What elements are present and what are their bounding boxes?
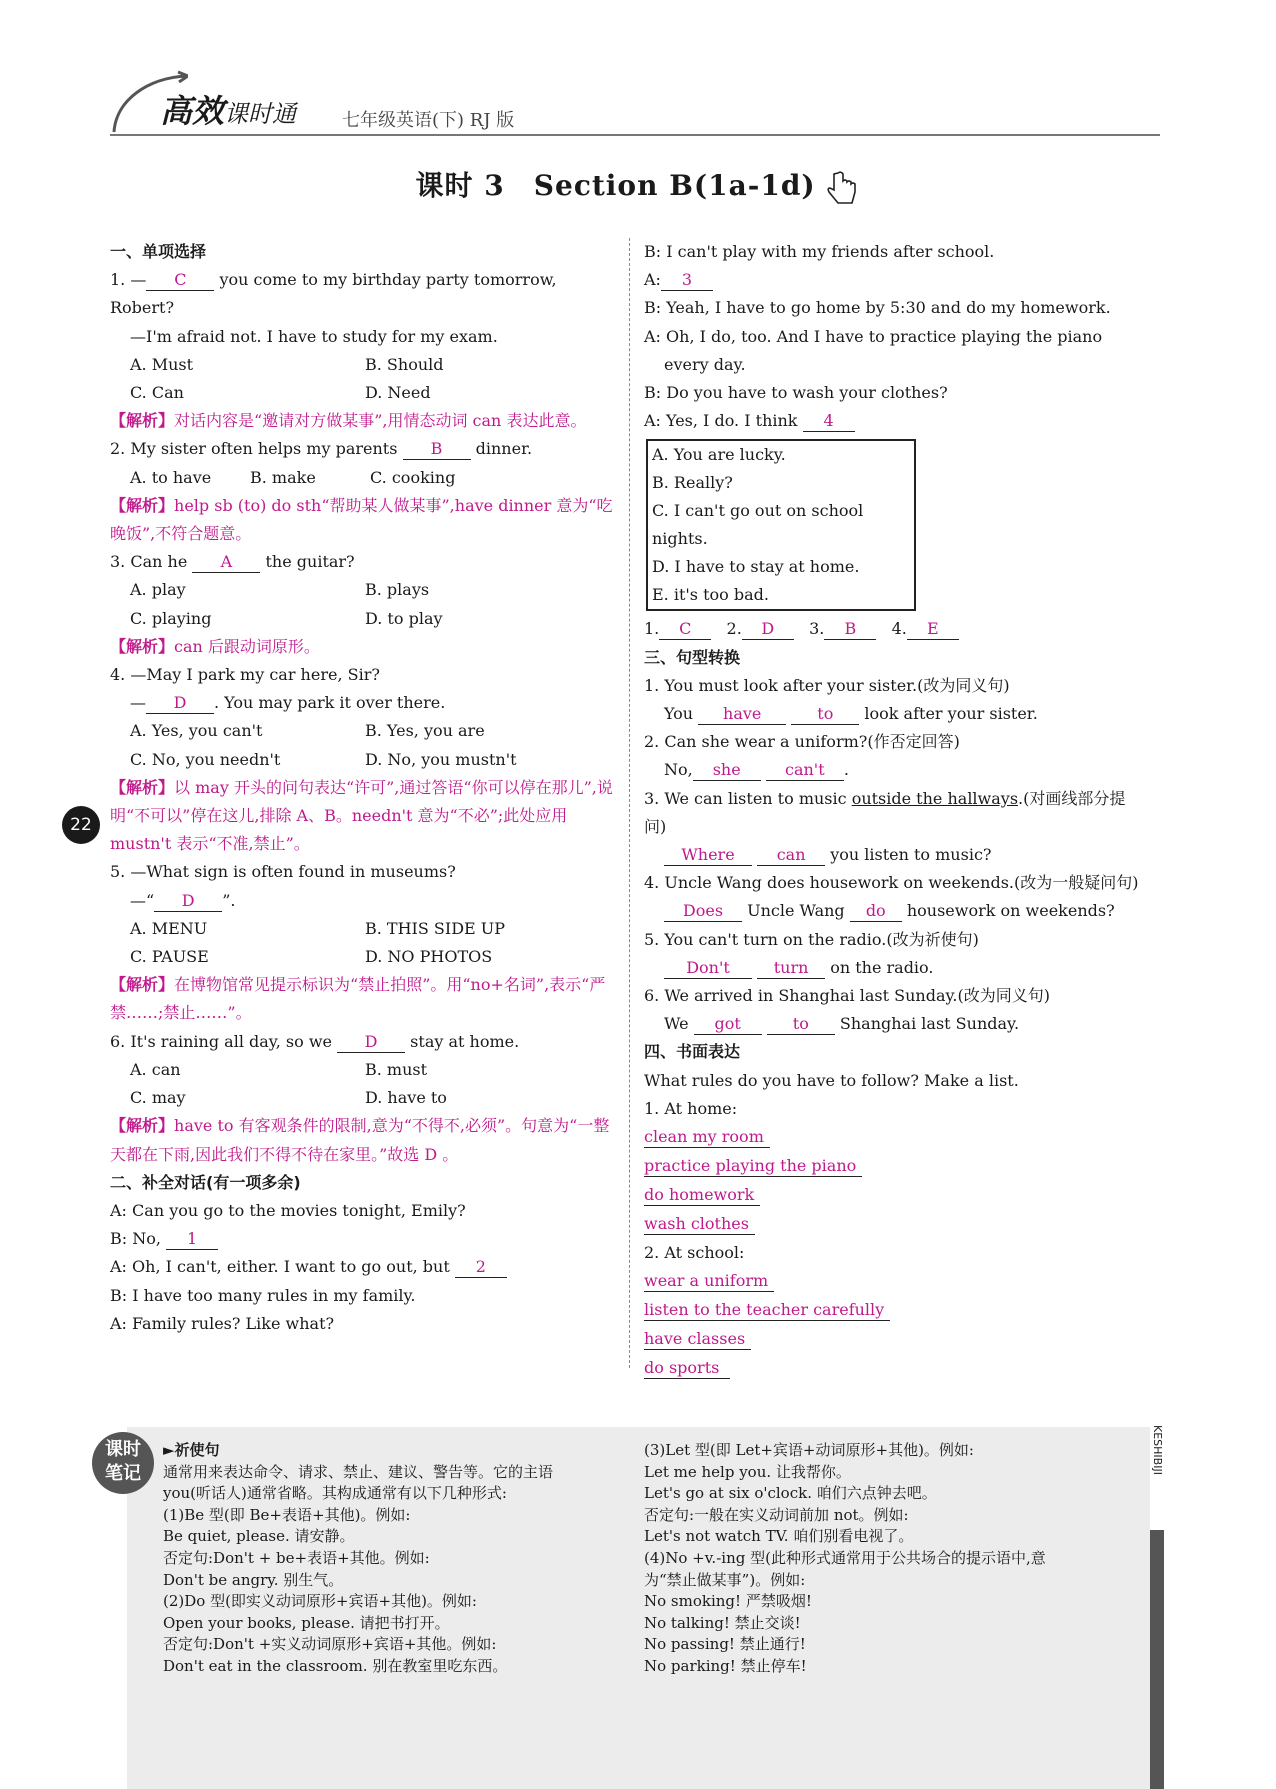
transform-question: 6. We arrived in Shanghai last Sunday.(改为同义句)	[644, 986, 1050, 1006]
dialogue-line: A: Family rules? Like what?	[110, 1313, 335, 1333]
school-label: 2. At school:	[644, 1243, 745, 1263]
school-rule: have classes	[644, 1329, 751, 1350]
notes-line: No smoking! 严禁吸烟!	[644, 1592, 812, 1611]
notes-line: 否定句:Don't + be+表语+其他。例如:	[163, 1548, 430, 1567]
notes-line: you(听话人)通常省略。其构成通常有以下几种形式:	[163, 1484, 507, 1503]
notes-line: (3)Let 型(即 Let+宾语+动词原形+其他)。例如:	[644, 1441, 974, 1459]
options: A. can B. must	[130, 1059, 428, 1079]
transform-answer: No, she can't .	[664, 760, 849, 780]
page-number: 22	[62, 806, 100, 844]
dialogue-line: A: Oh, I do, too. And I have to practice playing the piano	[644, 326, 1103, 346]
dialogue-line: B: No, 1	[110, 1225, 615, 1253]
section-heading-3: 三、句型转换	[644, 647, 741, 667]
notes-line: (4)No +v.-ing 型(此种形式通常用于公共场合的提示语中,意	[644, 1548, 1046, 1567]
notes-title: ►祈使句	[163, 1441, 220, 1459]
options: A. to have B. make C. cooking	[130, 467, 456, 487]
transform-answer: Don't turn on the radio.	[644, 954, 1146, 982]
question-2: 2. My sister often helps my parents B dinner.	[110, 439, 533, 459]
notes-line: 否定句:Don't +实义动词原形+宾语+其他。例如:	[163, 1635, 497, 1654]
box-option: B. Really?	[652, 473, 733, 493]
options-box	[646, 439, 916, 611]
notes-line: Don't eat in the classroom. 别在教室里吃东西。	[163, 1656, 508, 1675]
notes-line: Open your books, please. 请把书打开。	[163, 1613, 450, 1632]
question-4: 4. —May I park my car here, Sir?	[110, 665, 380, 685]
transform-answer: You have to look after your sister.	[664, 704, 1038, 724]
options: A. MENU B. THIS SIDE UP	[130, 918, 506, 938]
explanation: 【解析】对话内容是“邀请对方做某事”,用情态动词 can 表达此意。	[110, 411, 587, 431]
transform-question: 4. Uncle Wang does housework on weekends.(改为一般疑问句)	[644, 873, 1139, 893]
section-heading-4: 四、书面表达	[644, 1042, 741, 1062]
dialogue-line: A: Oh, I can't, either. I want to go out, but 2	[110, 1253, 615, 1281]
notes-line: No talking! 禁止交谈!	[644, 1613, 801, 1632]
question-6: 6. It's raining all day, so we D stay at home.	[110, 1031, 520, 1051]
transform-answer: We got to Shanghai last Sunday.	[664, 1014, 1020, 1034]
explanation: 【解析】help sb (to) do sth“帮助某人做某事”,have dinner 意为“吃晚饭”,不符合题意。	[110, 495, 613, 544]
right-column	[644, 238, 1146, 1383]
question-1: 1. — C you come to my birthday party tomorrow, Robert?	[110, 270, 557, 318]
notes-line: (2)Do 型(即实义动词原形+宾语+其他)。例如:	[163, 1592, 477, 1611]
notes-line: 为“禁止做某事”)。例如:	[644, 1570, 806, 1589]
home-rule: practice playing the piano	[644, 1156, 862, 1177]
notes-side-bar	[1150, 1530, 1164, 1789]
pointing-hand-icon	[826, 170, 860, 206]
section-heading-1: 一、单项选择	[110, 242, 207, 261]
notes-line: No passing! 禁止通行!	[644, 1635, 806, 1654]
notes-line: 否定句:一般在实义动词前加 not。例如:	[644, 1505, 909, 1524]
transform-question: 3. We can listen to music outside the hallways.(对画线部分提问)	[644, 788, 1126, 836]
explanation: 【解析】在博物馆常见提示标识为“禁止拍照”。用“no+名词”,表示“严禁……;禁止……”。	[110, 975, 606, 1023]
notes-line: Don't be angry. 别生气。	[163, 1570, 344, 1589]
question-line: —I'm afraid not. I have to study for my exam.	[130, 326, 498, 346]
options: C. No, you needn't D. No, you mustn't	[130, 749, 517, 769]
dialogue-line: B: I can't play with my friends after school.	[644, 242, 995, 261]
column-divider	[629, 238, 630, 1368]
home-rule: do homework	[644, 1185, 760, 1206]
home-label: 1. At home:	[644, 1098, 738, 1118]
options: A. play B. plays	[130, 580, 430, 600]
school-rule: listen to the teacher carefully	[644, 1300, 890, 1321]
dialogue-answers: 1. C 2. D 3. B 4. E	[644, 615, 1146, 643]
box-option: C. I can't go out on school nights.	[652, 501, 864, 549]
transform-question: 5. You can't turn on the radio.(改为祈使句)	[644, 929, 979, 949]
dialogue-line: B: I have too many rules in my family.	[110, 1285, 416, 1305]
question-3: 3. Can he A the guitar?	[110, 552, 355, 572]
dialogue-line: A: 3	[644, 266, 1146, 294]
dialogue-line: B: Yeah, I have to go home by 5:30 and do my homework.	[644, 298, 1111, 318]
question-line: —“ D ”.	[130, 890, 236, 910]
notes-badge: 课时 笔记	[92, 1432, 154, 1494]
left-column	[110, 238, 615, 1338]
explanation: 【解析】have to 有客观条件的限制,意为“不得不,必须”。句意为“一整天都在下雨,因此我们不得不待在家里。”故选 D 。	[110, 1116, 610, 1164]
dialogue-line: A: Yes, I do. I think 4	[644, 407, 1146, 435]
options: C. may D. have to	[130, 1088, 447, 1108]
notes-right	[644, 1440, 1144, 1678]
transform-question: 2. Can she wear a uniform?(作否定回答)	[644, 732, 960, 752]
options: C. PAUSE D. NO PHOTOS	[130, 947, 493, 967]
notes-line: Let's go at six o'clock. 咱们六点钟去吧。	[644, 1484, 937, 1503]
notes-side-tag: KESHIBIJI	[1151, 1425, 1164, 1475]
writing-prompt: What rules do you have to follow? Make a list.	[644, 1070, 1019, 1090]
options: A. Must B. Should	[130, 354, 444, 374]
header-logo: 高效课时通	[160, 92, 297, 130]
box-option: D. I have to stay at home.	[652, 557, 860, 577]
question-5: 5. —What sign is often found in museums?	[110, 862, 456, 882]
notes-line: Be quiet, please. 请安静。	[163, 1527, 355, 1546]
notes-line: 通常用来表达命令、请求、禁止、建议、警告等。它的主语	[163, 1462, 554, 1481]
notes-left	[163, 1440, 628, 1678]
box-option: E. it's too bad.	[652, 585, 769, 605]
notes-line: Let's not watch TV. 咱们别看电视了。	[644, 1527, 914, 1546]
dialogue-line: B: Do you have to wash your clothes?	[644, 383, 948, 403]
school-rule: do sports	[644, 1358, 730, 1379]
transform-answer: Where can you listen to music?	[644, 841, 1146, 869]
header-rule	[110, 134, 1160, 136]
box-option: A. You are lucky.	[652, 445, 786, 465]
explanation: 【解析】以 may 开头的问句表达“许可”,通过答语“你可以停在那儿”,说明“不可以”停在这儿,排除 A、B。needn't 意为“不必”;此处应用 mustn't 表示“不准,禁止”。	[110, 777, 613, 854]
options: C. Can D. Need	[130, 383, 431, 403]
dialogue-line: A: Can you go to the movies tonight, Emily?	[110, 1200, 466, 1220]
home-rule: wash clothes	[644, 1214, 755, 1235]
options: C. playing D. to play	[130, 608, 443, 628]
page-title: 课时 3 Section B(1a-1d)	[0, 164, 1276, 206]
question-line: — D . You may park it over there.	[130, 693, 446, 713]
notes-line: (1)Be 型(即 Be+表语+其他)。例如:	[163, 1505, 411, 1524]
home-rule: clean my room	[644, 1127, 770, 1148]
transform-question: 1. You must look after your sister.(改为同义句)	[644, 675, 1010, 695]
dialogue-line: every day.	[664, 354, 746, 374]
header-subtitle: 七年级英语(下) RJ 版	[342, 110, 515, 131]
explanation: 【解析】can 后跟动词原形。	[110, 636, 320, 656]
transform-answer: Does Uncle Wang do housework on weekends?	[644, 897, 1146, 925]
notes-line: No parking! 禁止停车!	[644, 1656, 807, 1675]
school-rule: wear a uniform	[644, 1271, 774, 1292]
options: A. Yes, you can't B. Yes, you are	[130, 721, 485, 741]
section-heading-2: 二、补全对话(有一项多余)	[110, 1172, 301, 1192]
notes-line: Let me help you. 让我帮你。	[644, 1462, 851, 1481]
